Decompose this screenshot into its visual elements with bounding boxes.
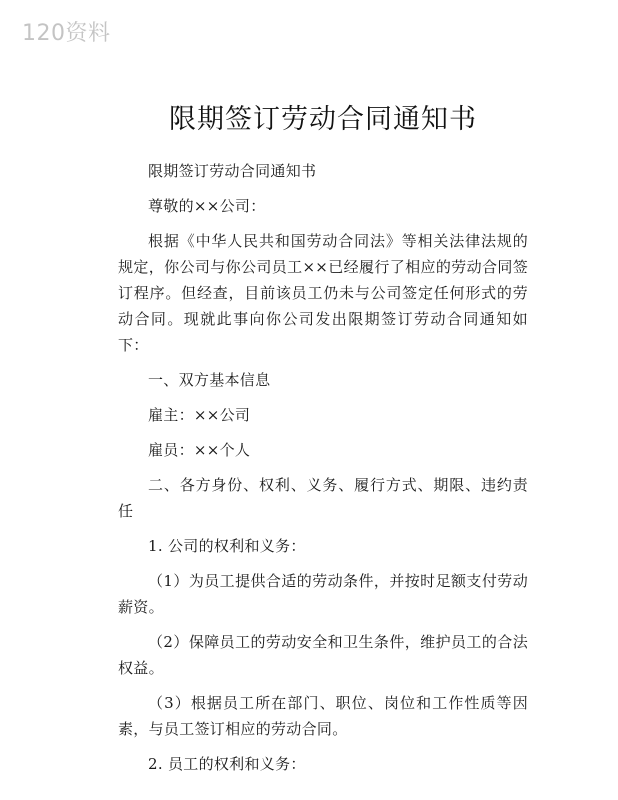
subheading-employee-rights: 2. 员工的权利和义务： [148, 755, 306, 773]
paragraph-subtitle: 限期签订劳动合同通知书 [148, 162, 317, 180]
list-item-company-duty-3: （3）根据员工所在部门、职位、岗位和工作性质等因素，与员工签订相应的劳动合同。 [118, 694, 528, 738]
watermark: 120资料 [22, 21, 111, 46]
subheading-company-rights: 1. 公司的权利和义务： [148, 537, 306, 555]
paragraph-employer: 雇主：××公司 [148, 406, 251, 424]
paragraph-intro: 根据《中华人民共和国劳动合同法》等相关法律法规的规定，你公司与你公司员工××已经履行了相应的劳动合同签订程序。但经查，目前该员工仍未与公司签定任何形式的劳动合同。现就此事向你公司发出限期签订劳动合同通知如下： [118, 232, 528, 354]
list-item-company-duty-2: （2）保障员工的劳动安全和卫生条件，维护员工的合法权益。 [118, 633, 528, 677]
paragraph-employee: 雇员：××个人 [148, 441, 251, 459]
document-title: 限期签订劳动合同通知书 [169, 104, 477, 135]
section-heading-rights-duties: 二、各方身份、权利、义务、履行方式、期限、违约责任 [118, 476, 528, 520]
document-page [118, 100, 528, 786]
list-item-company-duty-1: （1）为员工提供合适的劳动条件，并按时足额支付劳动薪资。 [118, 572, 528, 616]
section-heading-basic-info: 一、双方基本信息 [148, 371, 271, 389]
paragraph-salutation: 尊敬的××公司： [148, 197, 266, 215]
